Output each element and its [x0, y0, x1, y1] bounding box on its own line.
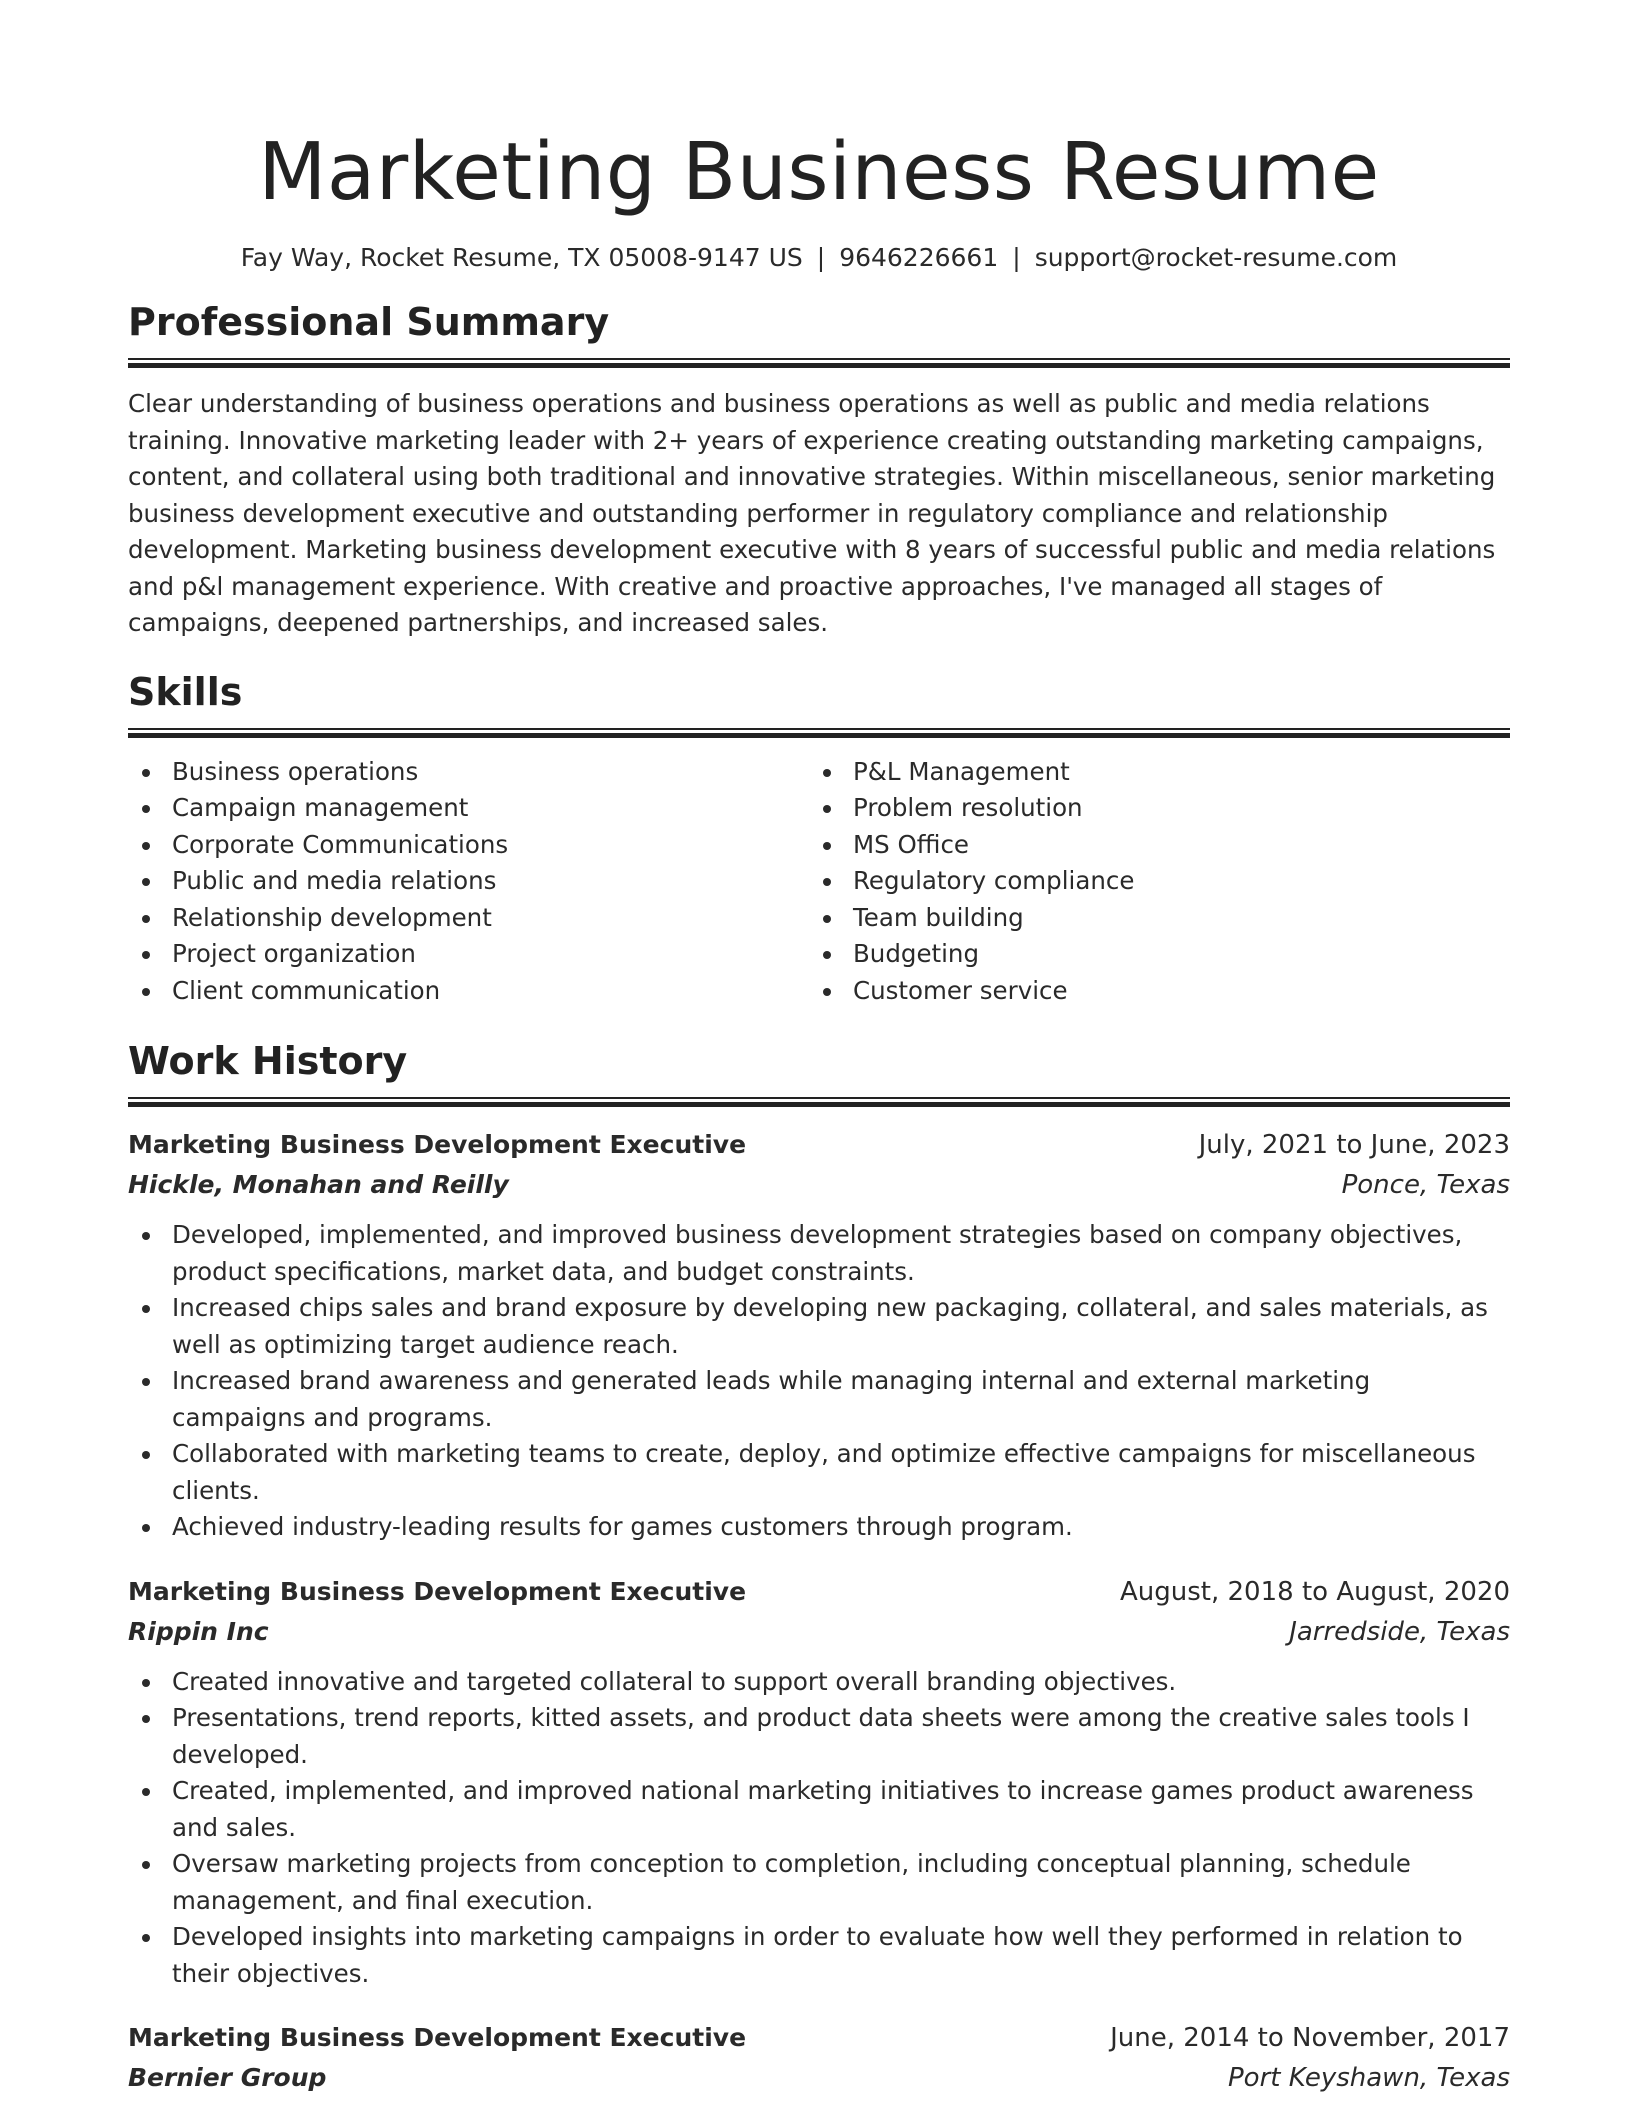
job-bullet: Collaborated with marketing teams to create, deploy, and optimize effective campaigns for miscellaneous clients.	[128, 1436, 1510, 1509]
job-header-row	[128, 2018, 1510, 2058]
job-location: Port Keyshawn, Texas	[1227, 2063, 1510, 2093]
job-company: Rippin Inc	[128, 1616, 269, 1646]
job-title: Marketing Business Development Executive	[128, 2023, 747, 2052]
skill-item: Public and media relations	[128, 863, 809, 900]
job-company-row	[128, 1165, 1510, 1205]
job-bullet: Increased chips sales and brand exposure by developing new packaging, collateral, and sales materials, as well as optimizing target audience reach.	[128, 1290, 1510, 1363]
job-header-row	[128, 1572, 1510, 1612]
contact-phone: 9646226661	[839, 243, 999, 272]
job-dates: June, 2014 to November, 2017	[1110, 2023, 1510, 2053]
job-company-row	[128, 1612, 1510, 1652]
job-bullet: Oversaw marketing projects from conception to completion, including conceptual planning, schedule management, and final execution.	[128, 1846, 1510, 1919]
job-entry	[128, 1125, 1510, 1546]
section-divider	[128, 358, 1510, 368]
skill-item: MS Office	[809, 827, 1490, 864]
job-location: Ponce, Texas	[1341, 1170, 1510, 1200]
resume-page	[128, 0, 1510, 2098]
skill-item: Team building	[809, 900, 1490, 937]
skill-item: Corporate Communications	[128, 827, 809, 864]
job-header-row	[128, 1125, 1510, 1165]
job-bullet: Created innovative and targeted collateral to support overall branding objectives.	[128, 1664, 1510, 1701]
job-bullets	[128, 1217, 1510, 1546]
job-entry	[128, 1572, 1510, 1993]
skill-item: Customer service	[809, 973, 1490, 1010]
section-divider	[128, 1097, 1510, 1107]
job-bullet: Achieved industry-leading results for games customers through program.	[128, 1509, 1510, 1546]
resume-title: Marketing Business Resume	[258, 126, 1380, 218]
skill-item: Budgeting	[809, 936, 1490, 973]
skills-right-list	[809, 754, 1490, 1010]
job-location: Jarredside, Texas	[1289, 1616, 1510, 1647]
skills-left-list	[128, 754, 809, 1010]
job-bullet: Developed insights into marketing campaigns in order to evaluate how well they performed in relation to their objectives.	[128, 1919, 1510, 1992]
skill-item: P&L Management	[809, 754, 1490, 791]
job-company: Hickle, Monahan and Reilly	[128, 1170, 509, 1199]
job-bullet: Presentations, trend reports, kitted assets, and product data sheets were among the creative sales tools I developed.	[128, 1700, 1510, 1773]
job-bullet: Developed, implemented, and improved business development strategies based on company objectives, product specifications, market data, and budget constraints.	[128, 1217, 1510, 1290]
skill-item: Business operations	[128, 754, 809, 791]
skills-section	[128, 668, 1510, 1010]
work-history-heading: Work History	[128, 1039, 408, 1083]
skill-item: Problem resolution	[809, 790, 1490, 827]
contact-address: Fay Way, Rocket Resume, TX 05008-9147 US	[240, 243, 803, 272]
job-bullet: Created, implemented, and improved national marketing initiatives to increase games product awareness and sales.	[128, 1773, 1510, 1846]
work-history-section	[128, 1037, 1510, 2098]
skill-item: Campaign management	[128, 790, 809, 827]
skills-columns	[128, 754, 1510, 1010]
job-bullet: Increased brand awareness and generated leads while managing internal and external marketing campaigns and programs.	[128, 1363, 1510, 1436]
contact-line	[128, 240, 1510, 276]
summary-heading: Professional Summary	[128, 300, 610, 344]
job-company: Bernier Group	[128, 2063, 327, 2092]
contact-separator: |	[1012, 243, 1021, 272]
summary-section	[128, 298, 1510, 642]
job-title: Marketing Business Development Executive	[128, 1576, 747, 1606]
skills-heading: Skills	[128, 669, 243, 714]
job-dates: July, 2021 to June, 2023	[1198, 1130, 1510, 1160]
summary-text: Clear understanding of business operations and business operations as well as public and media relations training. Innovative marketing leader with 2+ years of experience creating outstanding marketing campaigns, content, and collateral using both traditional and innovative strategies. Within miscellaneous, senior marketing business development executive and outstanding performer in regulatory compliance and relationship development. Marketing business development executive with 8 years of successful public and media relations and p&l management experience. With creative and proactive approaches, I've managed all stages of campaigns, deepened partnerships, and increased sales.	[128, 389, 1496, 637]
job-bullets	[128, 1664, 1510, 1993]
contact-separator: |	[816, 243, 826, 272]
contact-email: support@rocket-resume.com	[1034, 243, 1398, 272]
job-company-row	[128, 2058, 1510, 2098]
job-title: Marketing Business Development Executive	[128, 1130, 747, 1159]
skill-item: Regulatory compliance	[809, 863, 1490, 900]
section-divider	[128, 728, 1510, 738]
skill-item: Project organization	[128, 936, 809, 973]
skill-item: Client communication	[128, 973, 809, 1010]
job-dates: August, 2018 to August, 2020	[1120, 1576, 1510, 1607]
skill-item: Relationship development	[128, 900, 809, 937]
job-entry	[128, 2018, 1510, 2098]
